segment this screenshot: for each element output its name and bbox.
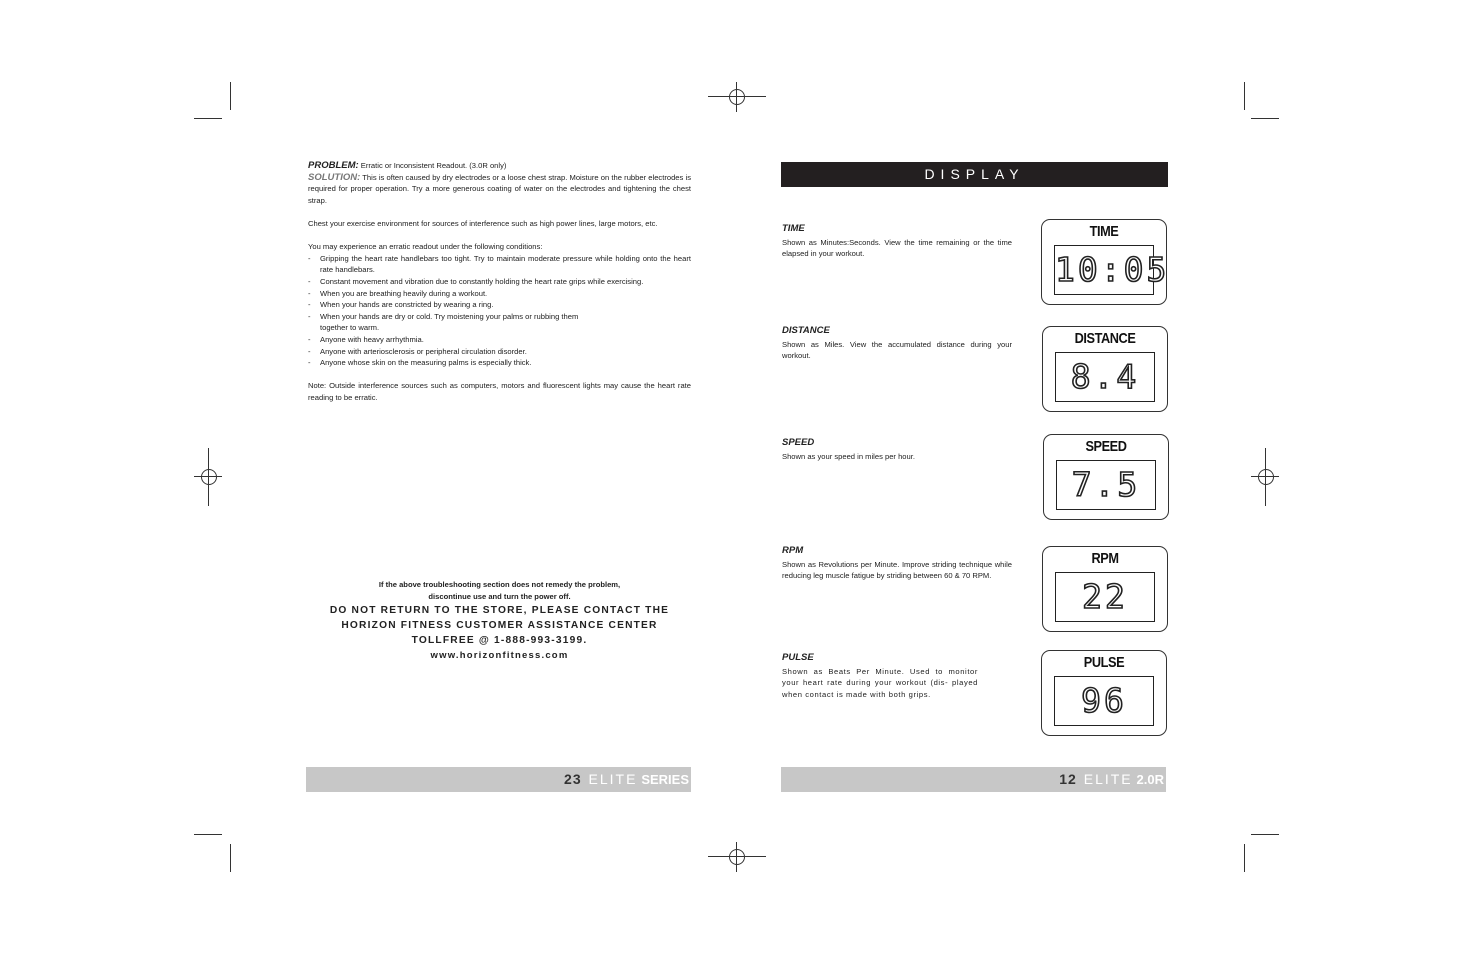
left-page-footer: [306, 767, 691, 792]
distance-description: DISTANCE Shown as Miles. View the accumulated distance during your workout.: [782, 325, 1012, 361]
conditions-intro: You may experience an erratic readout under the following conditions:: [308, 242, 543, 252]
tollfree-number: TOLLFREE @ 1-888-993-3199.: [411, 635, 588, 646]
panel-title: RPM: [1091, 550, 1119, 567]
problem-line: [308, 160, 691, 172]
footer-model: 2.0R: [1136, 772, 1164, 787]
right-page-footer: [781, 767, 1166, 792]
pulse-display-panel: [1041, 650, 1167, 736]
lcd-readout: 96: [1054, 676, 1154, 726]
page-number: 12: [1059, 771, 1077, 787]
lcd-readout: 10:05: [1054, 245, 1154, 295]
conditions-list: [308, 253, 691, 369]
time-description: TIME Shown as Minutes:Seconds. View the time remaining or the time elapsed in your workout.: [782, 223, 1012, 259]
list-item: - Constant movement and vibration due to constantly holding the heart rate grips while exercising.: [308, 276, 644, 286]
note-paragraph: Note: Outside interference sources such as computers, motors and fluorescent lights may cause the heart rate reading to be erratic.: [308, 381, 691, 402]
problem-text: Erratic or Inconsistent Readout. (3.0R only): [360, 161, 507, 170]
section-title: DISPLAY: [781, 162, 1168, 187]
speed-description: SPEED Shown as your speed in miles per hour.: [782, 437, 915, 461]
rpm-display-panel: [1042, 546, 1168, 632]
solution-text: This is often caused by dry electrodes or a loose chest strap. Moisture on the rubber electrodes is required for proper operation. Try a more generous coating of water on the electrodes and tightening the chest strap.: [308, 172, 691, 205]
interference-paragraph: Chest your exercise environment for sources of interference such as high power lines, large motors, etc.: [308, 218, 658, 228]
lcd-readout: 8.4: [1055, 352, 1155, 402]
support-notice: [308, 579, 691, 663]
list-item: - Anyone whose skin on the measuring palms is especially thick.: [308, 358, 532, 368]
list-item: - When you are breathing heavily during a workout.: [308, 288, 488, 298]
panel-title: TIME: [1089, 223, 1119, 240]
speed-display-panel: [1043, 434, 1169, 520]
time-display-panel: [1041, 219, 1170, 305]
lcd-readout: 7.5: [1056, 460, 1156, 510]
list-item: - When your hands are constricted by wearing a ring.: [308, 300, 494, 310]
solution-label: SOLUTION:: [308, 171, 361, 183]
page-number: 23: [564, 771, 582, 787]
list-item: - Gripping the heart rate handlebars too tight. Try to maintain moderate pressure while holding onto the heart rate handlebars.: [308, 253, 691, 275]
website-link[interactable]: www.horizonfitness.com: [430, 650, 569, 661]
footer-series: SERIES: [641, 772, 689, 787]
panel-title: PULSE: [1083, 654, 1125, 671]
notice-heading: DO NOT RETURN TO THE STORE, PLEASE CONTACT THE: [329, 605, 670, 616]
rpm-description: RPM Shown as Revolutions per Minute. Improve striding technique while reducing leg muscle fatigue by striding between 60 & 70 RPM.: [782, 545, 1012, 581]
list-item: - Anyone with arteriosclerosis or peripheral circulation disorder.: [308, 346, 527, 356]
notice-line: If the above troubleshooting section does not remedy the problem,: [378, 580, 621, 589]
lcd-readout: 22: [1055, 572, 1155, 622]
footer-elite: ELITE: [588, 771, 638, 787]
notice-line: discontinue use and turn the power off.: [428, 592, 571, 601]
list-item-continuation: together to warm.: [320, 323, 380, 333]
footer-elite: ELITE: [1083, 771, 1133, 787]
distance-display-panel: [1042, 326, 1168, 412]
troubleshooting-section: [308, 160, 691, 403]
problem-label: PROBLEM:: [308, 160, 359, 171]
list-item: - When your hands are dry or cold. Try moistening your palms or rubbing them: [308, 311, 579, 321]
notice-heading: HORIZON FITNESS CUSTOMER ASSISTANCE CENTER: [341, 620, 658, 631]
pulse-description: PULSE Shown as Beats Per Minute. Used to monitor your heart rate during your workout (dis- played when contact is made with both grips.: [782, 652, 978, 699]
solution-paragraph: [308, 172, 691, 207]
list-item: - Anyone with heavy arrhythmia.: [308, 334, 424, 344]
panel-title: DISTANCE: [1074, 330, 1136, 347]
panel-title: SPEED: [1085, 438, 1127, 455]
